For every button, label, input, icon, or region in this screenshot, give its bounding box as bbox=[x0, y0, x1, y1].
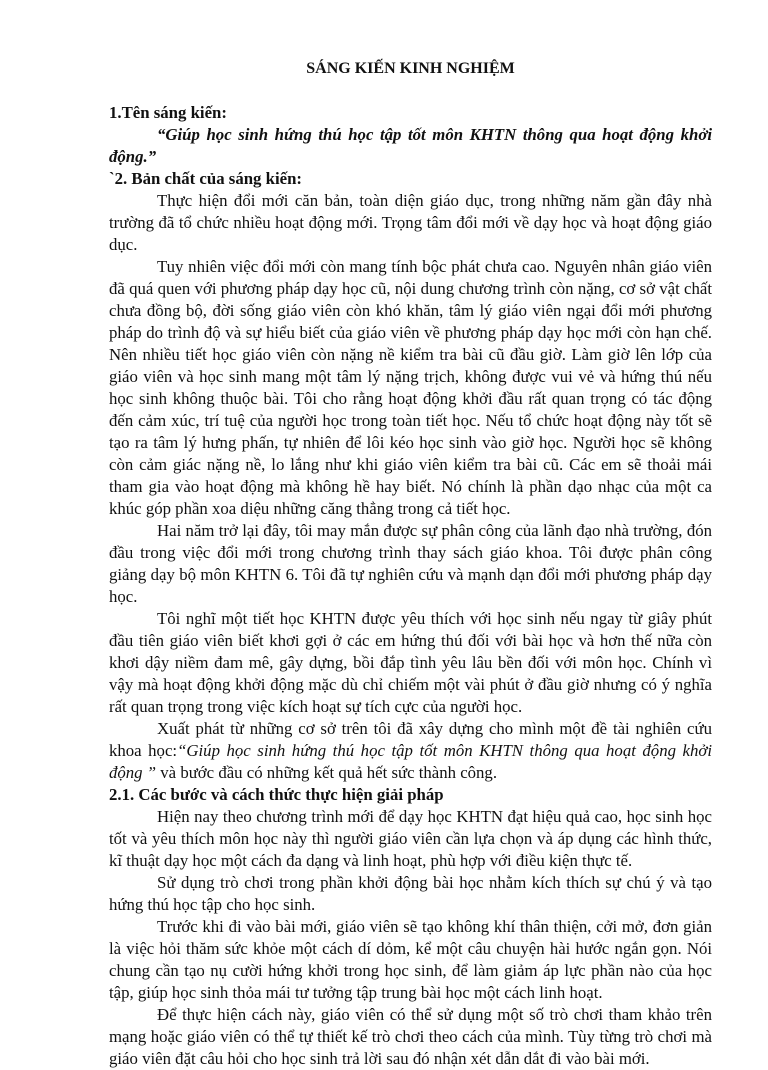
document-title: SÁNG KIẾN KINH NGHIỆM bbox=[306, 60, 515, 77]
research-title: “Giúp học sinh hứng thú học tập tốt môn KHTN thông qua hoạt động khởi động ” bbox=[109, 741, 712, 782]
paragraph: Trước khi đi vào bài mới, giáo viên sẽ tạo không khí thân thiện, cởi mở, đơn giản là việc hỏi thăm sức khỏe một cách dí dỏm, kể một câu chuyện hài hước ngắn gọn. Nói chung cần tạo nụ cười hứng khởi trong học sinh, để làm giảm áp lực phần nào của học tập, giúp học sinh thỏa mái tư tưởng tập trung bài học một cách linh hoạt. bbox=[109, 917, 712, 1002]
section-2-heading: `2. Bản chất của sáng kiến: bbox=[109, 169, 303, 188]
section-1-heading: 1.Tên sáng kiến: bbox=[109, 103, 227, 122]
paragraph: Hai năm trở lại đây, tôi may mắn được sự phân công của lãnh đạo nhà trường, đón đầu trong việc đổi mới trong chương trình thay sách giáo khoa. Tôi được phân công giảng dạy bộ môn KHTN 6. Tôi đã tự nghiên cứu và mạnh dạn đổi mới phương pháp dạy học. bbox=[109, 521, 712, 606]
paragraph: Tuy nhiên việc đổi mới còn mang tính bộc phát chưa cao. Nguyên nhân giáo viên đã quá quen với phương pháp dạy học cũ, nội dung chương trình còn nặng, cơ sở vật chất chưa đồng bộ, đời sống giáo viên còn khó khăn, tâm lý giáo viên ngại đổi mới phương pháp do trình độ và sự hiểu biết của giáo viên về phương pháp dạy học mới còn hạn chế. Nên nhiều tiết học giáo viên còn nặng nề kiểm tra bài cũ đầu giờ. Làm giờ lên lớp của giáo viên và học sinh mang một tâm lý nặng trịch, không được vui vẻ và hứng thú nếu học sinh không thuộc bài. Tôi cho rằng hoạt động khởi đầu rất quan trọng có tác động đến cảm xúc, trí tuệ của người học trong toàn tiết học. Nếu tổ chức hoạt động này tốt sẽ tạo ra tâm lý hưng phấn, tự nhiên để lôi kéo học sinh vào giờ học. Người học sẽ không còn cảm giác nặng nề, lo lắng như khi giáo viên kiểm tra bài cũ. Các em sẽ thoải mái tham gia vào hoạt động mà không hề hay biết. Nó chính là phần dạo nhạc của một ca khúc góp phần xoa diệu những căng thẳng trong cả tiết học. bbox=[109, 257, 712, 518]
research-paragraph bbox=[109, 718, 712, 784]
paragraph: Tôi nghĩ một tiết học KHTN được yêu thích với học sinh nếu ngay từ giây phút đầu tiên giáo viên biết khơi gợi ở các em hứng thú đối với bài học và hơn thế nữa còn khơi dậy niềm đam mê, gây dựng, bồi đắp tình yêu lâu bền đối với môn học. Chính vì vậy mà hoạt động khởi động mặc dù chỉ chiếm một vài phút ở đầu giờ nhưng có ý nghĩa rất quan trọng trong việc kích hoạt sự tích cực của người học. bbox=[109, 609, 712, 716]
research-outro: và bước đầu có những kết quả hết sức thành công. bbox=[156, 763, 498, 782]
paragraph: Thực hiện đổi mới căn bản, toàn diện giáo dục, trong những năm gần đây nhà trường đã tổ chức nhiều hoạt động mới. Trọng tâm đổi mới về dạy học và hoạt động giáo dục. bbox=[109, 191, 712, 254]
paragraph: Sử dụng trò chơi trong phần khởi động bài học nhằm kích thích sự chú ý và tạo hứng thú học tập cho học sinh. bbox=[109, 873, 712, 914]
initiative-title: “Giúp học sinh hứng thú học tập tốt môn KHTN thông qua hoạt động khởi động.” bbox=[109, 125, 712, 166]
research-intro: Xuất phát từ những cơ sở trên tôi đã xây dựng cho mình một đề tài nghiên cứu khoa học: bbox=[109, 719, 712, 760]
paragraph: Hiện nay theo chương trình mới để dạy học KHTN đạt hiệu quả cao, học sinh học tốt và yêu thích môn học này thì người giáo viên cần lựa chọn và áp dụng các hình thức, kĩ thuật dạy học một cách đa dạng và linh hoạt, phù hợp với điều kiện thực tế. bbox=[109, 807, 712, 870]
section-2-1-heading: 2.1. Các bước và cách thức thực hiện giải pháp bbox=[109, 785, 444, 804]
paragraph: Để thực hiện cách này, giáo viên có thể sử dụng một số trò chơi tham khảo trên mạng hoặc giáo viên có thể tự thiết kế trò chơi theo cách của mình. Tùy từng trò chơi mà giáo viên đặt câu hỏi cho học sinh trả lời sau đó nhận xét dẫn dắt đi vào bài mới. bbox=[109, 1005, 712, 1068]
